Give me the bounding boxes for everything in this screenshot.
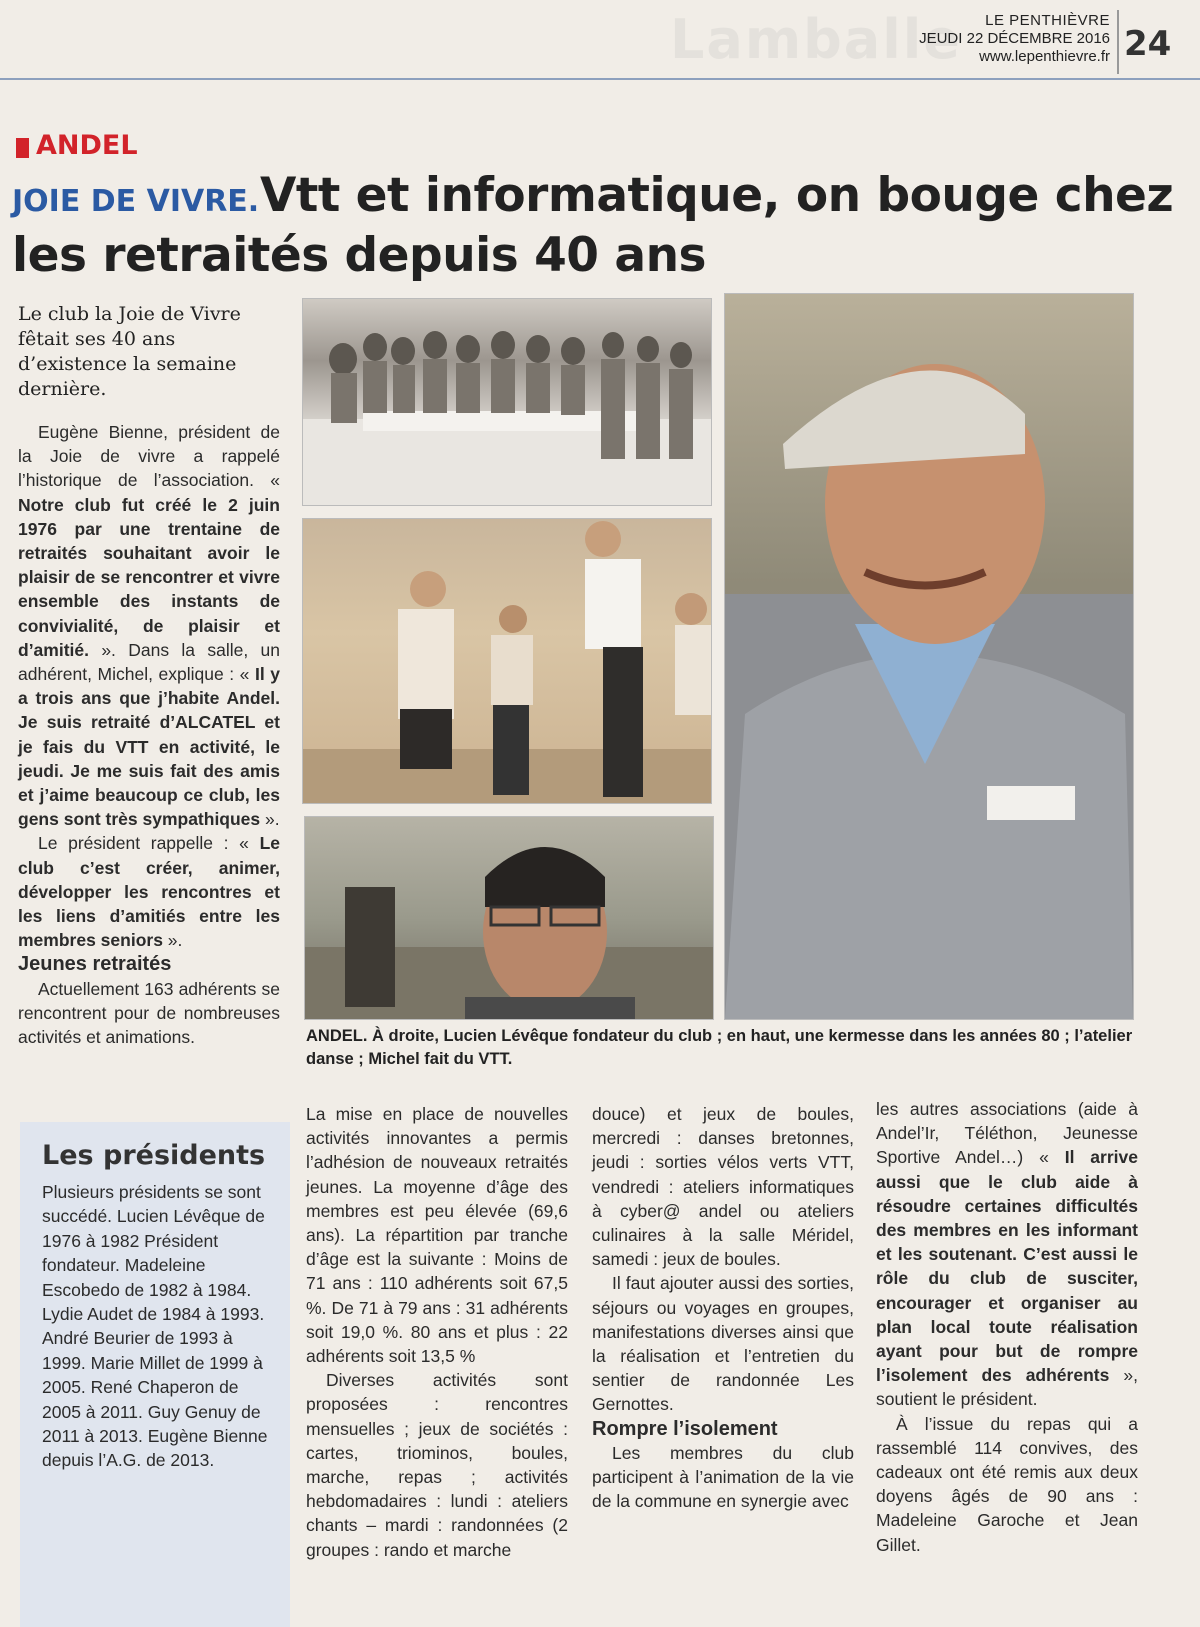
- kicker-square-icon: [16, 138, 29, 158]
- photo-michel: [304, 816, 714, 1020]
- paragraph: [18, 831, 280, 952]
- portrait-photo-icon: [725, 294, 1133, 1019]
- text-run: les autres associations (aide à Andel’Ir, Téléthon, Jeunesse Sportive Andel…) «: [876, 1099, 1138, 1168]
- sidebar-text: Plusieurs présidents se sont succédé. Lucien Lévêque de 1976 à 1982 Président fondateur. Madeleine Escobedo de 1982 à 1984. Lydie Audet de 1984 à 1993. André Beurier de 1993 à 1999. Marie Millet de 1999 à 2005. René Chaperon de 2005 à 2011. Guy Genuy de 2011 à 2013. Eugène Bienne depuis l’A.G. de 2013.: [42, 1182, 268, 1471]
- quote-run: Il arrive aussi que le club aide à résoudre certaines difficultés des membres en les informant et les soutenant. C’est aussi le rôle du club de susciter, encourager et organiser au plan local toute réalisation ayant pour but de rompre l’isolement des adhérents: [876, 1147, 1138, 1386]
- subheading: Rompre l’isolement: [592, 1417, 778, 1440]
- photo-atelier-danse: [302, 518, 712, 804]
- paragraph: À l’issue du repas qui a rassemblé 114 convives, des cadeaux ont été remis aux deux doyens âgés de 90 ans : Madeleine Garoche et Jean Gillet.: [876, 1413, 1138, 1555]
- rubric-label: JOIE DE VIVRE.: [12, 184, 260, 219]
- paragraph: Les membres du club participent à l’animation de la vie de la commune en synergie avec: [592, 1442, 854, 1512]
- quote-run: Notre club fut créé le 2 juin 1976 par une trentaine de retraités souhaitant avoir le plaisir de se rencontrer et vivre ensemble des instants de convivialité, de plaisir et d’amitié.: [18, 494, 280, 660]
- page-number: 24: [1124, 24, 1172, 64]
- text-run: Eugène Bienne, président de la Joie de vivre a rappelé l’historique de l’association. «: [18, 422, 280, 491]
- body-column-2: [306, 1102, 568, 1562]
- header-rule: [0, 78, 1200, 80]
- sidebar-title: Les présidents: [42, 1140, 266, 1171]
- header-divider: [1117, 10, 1119, 74]
- text-run: ». Dans la salle, un adhérent, Michel, explique : «: [18, 639, 281, 685]
- body-column-1: [18, 420, 280, 1049]
- dance-photo-icon: [303, 519, 711, 803]
- masthead-info: [900, 12, 1110, 66]
- paragraph: [876, 1097, 1138, 1412]
- paragraph: La mise en place de nouvelles activités innovantes a permis l’adhésion de nouveaux retraités jeunes. La moyenne d’âge des membres est peu élevée (69,6 ans). La répartition par tranche d’âge est la suivante : Moins de 71 ans : 110 adhérents soit 67,5 %. De 71 à 79 ans : 31 adhérents soit 19,0 %. 80 ans et plus : 22 adhérents soit 13,5 %: [306, 1104, 568, 1367]
- text-run: Le président rappelle : «: [38, 833, 260, 854]
- photo-caption: ANDEL. À droite, Lucien Lévêque fondateur du club ; en haut, une kermesse dans les années 80 ; l’atelier danse ; Michel fait du VTT.: [306, 1027, 1133, 1068]
- quote-run: Le club c’est créer, animer, développer les rencontres et les liens d’amitiés entre les membres seniors: [18, 833, 280, 951]
- text-run: », soutient le président.: [876, 1365, 1138, 1410]
- photo-lucien-leveque: [724, 293, 1134, 1020]
- ghost-page-title: Lamballe: [670, 8, 962, 71]
- photo-kermesse: [302, 298, 712, 506]
- text-run: ».: [167, 930, 183, 951]
- kermesse-photo-icon: [303, 299, 711, 505]
- issue-date: JEUDI 22 DÉCEMBRE 2016: [919, 30, 1110, 47]
- paragraph: Il faut ajouter aussi des sorties, séjours ou voyages en groupes, manifestations diverses ainsi que la réalisation et l’entretien du sentier de randonnée Les Gernottes.: [592, 1273, 854, 1415]
- location-kicker: ANDEL: [36, 130, 138, 161]
- quote-run: Il y a trois ans que j’habite Andel. Je suis retraité d’ALCATEL et je fais du VTT en activité, le jeudi. Je me suis fait des amis et j’aime beaucoup ce club, les gens sont très sympathiques: [18, 664, 280, 830]
- michel-photo-icon: [305, 817, 713, 1019]
- paper-name: LE PENTHIÈVRE: [985, 12, 1110, 29]
- paragraph: Actuellement 163 adhérents se rencontrent pour de nombreuses activités et animations.: [18, 978, 280, 1048]
- website-link[interactable]: www.lepenthievre.fr: [979, 48, 1110, 65]
- body-column-3: [592, 1102, 854, 1513]
- headline-text: Vtt et informatique, on bouge chez les retraités depuis 40 ans: [12, 168, 1174, 283]
- article-intro: Le club la Joie de Vivre fêtait ses 40 ans d’existence la semaine dernière.: [18, 303, 241, 400]
- paragraph: [18, 420, 280, 831]
- subheading: Jeunes retraités: [18, 953, 172, 976]
- paragraph: douce) et jeux de boules, mercredi : danses bretonnes, jeudi : sorties vélos verts VTT, vendredi : ateliers informatiques à cyber@ andel ou ateliers culinaires à la salle Méridel, samedi : jeux de boules.: [592, 1104, 854, 1270]
- paragraph: Diverses activités sont proposées : rencontres mensuelles ; jeux de sociétés : cartes, triominos, boules, marche, repas ; activités hebdomadaires : lundi : ateliers chants – mardi : randonnées (2 groupes : rando et marche: [306, 1370, 568, 1560]
- text-run: ».: [265, 809, 280, 830]
- body-column-4: [876, 1097, 1138, 1557]
